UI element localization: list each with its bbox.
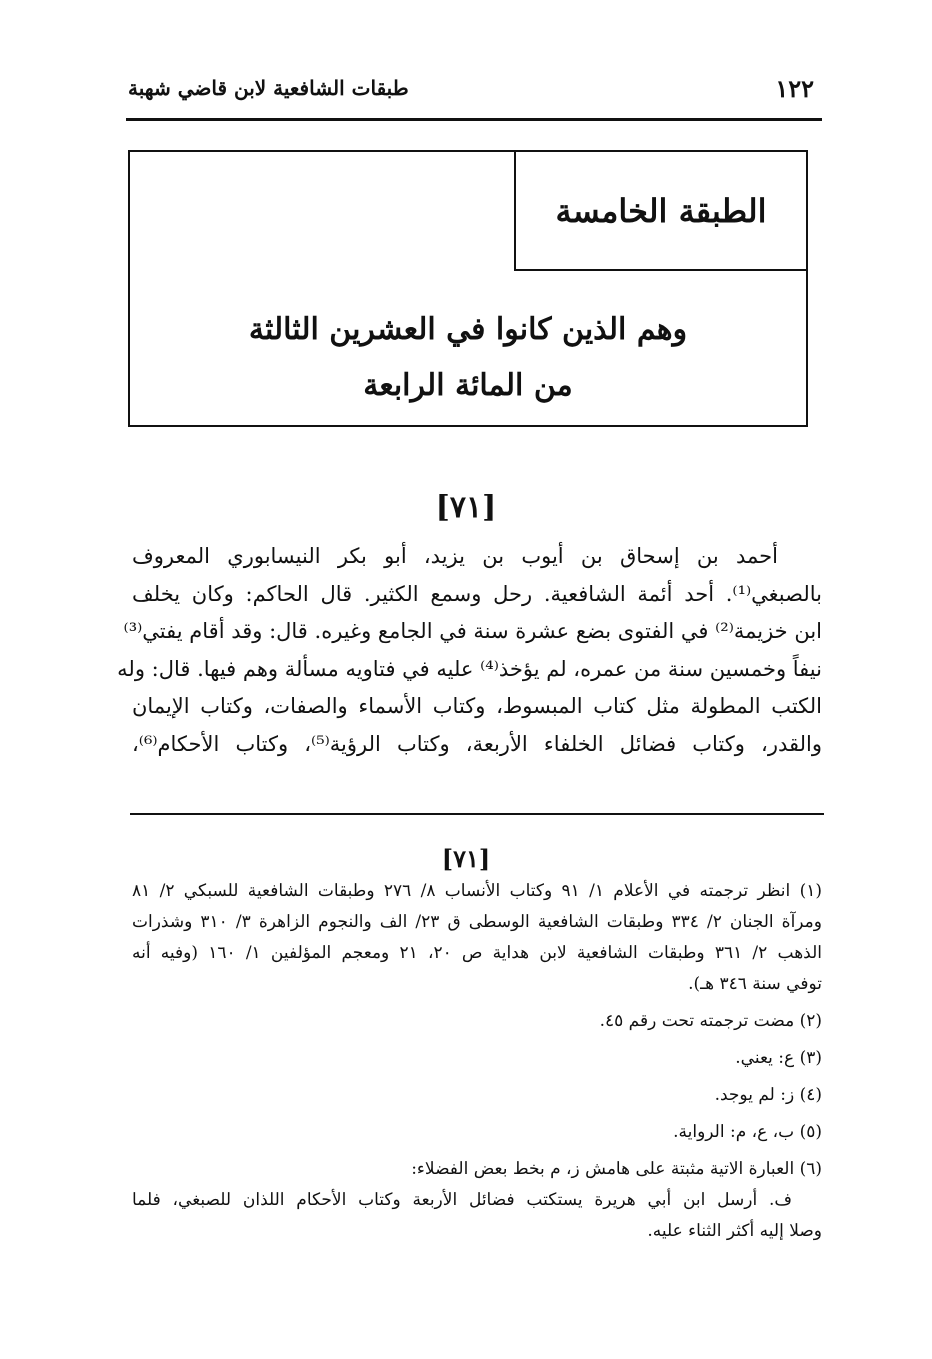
footnote-line: (٥) ب، ع، م: الرواية. bbox=[673, 1122, 822, 1142]
footnote-line: ف. أرسل ابن أبي هريرة يستكتب فضائل الأربعة وكتاب الأحكام اللذان للصبغي، فلما bbox=[132, 1190, 792, 1210]
body-line: أحمد بن إسحاق بن أيوب بن يزيد، أبو بكر النيسابوري المعروف bbox=[132, 544, 778, 568]
body-line: نيفاً وخمسين سنة من عمره، لم يؤخذ⁽⁴⁾ عليه في فتاويه مسألة وهم فيها. قال: وله bbox=[117, 656, 822, 681]
footnote-line: (١) انظر ترجمته في الأعلام ١/ ٩١ وكتاب الأنساب ٨/ ٢٧٦ وطبقات الشافعية للسبكي ٢/ ٨١ bbox=[132, 881, 822, 901]
body-line: والقدر، وكتاب فضائل الخلفاء الأربعة، وكتاب الرؤية⁽⁵⁾، وكتاب الأحكام⁽⁶⁾، bbox=[132, 731, 822, 756]
body-line: ابن خزيمة⁽²⁾ في الفتوى بضع عشرة سنة في الجامع وغيره. قال: وقد أقام يفتي⁽³⁾ bbox=[123, 619, 822, 643]
footnote-entry-number: [٧١] bbox=[441, 844, 491, 873]
footnote-rule bbox=[130, 813, 824, 815]
header-rule bbox=[126, 118, 822, 121]
generation-description bbox=[130, 302, 806, 414]
footnote-line: وصلا إليه أكثر الثناء عليه. bbox=[647, 1221, 822, 1241]
generation-description-line: من المائة الرابعة bbox=[363, 368, 573, 403]
rank-title: الطبقة الخامسة bbox=[555, 191, 767, 230]
footnote-line: (٢) مضت ترجمته تحت رقم ٤٥. bbox=[599, 1011, 822, 1031]
entry-number: [٧١] bbox=[435, 490, 497, 525]
footnote-line: الذهب ٢/ ٣٦١ وطبقات الشافعية لابن هداية ص ٢٠، ٢١ ومعجم المؤلفين ١/ ١٦٠ (وفيه أنه bbox=[132, 943, 822, 963]
footnote-line: (٤) ز: لم يوجد. bbox=[714, 1085, 822, 1105]
generation-description-line: وهم الذين كانوا في العشرين الثالثة bbox=[248, 312, 688, 347]
entry-body bbox=[117, 538, 822, 763]
footnote-line: (٣) ع: يعني. bbox=[735, 1048, 822, 1068]
running-head bbox=[128, 70, 820, 118]
page-number: ١٢٢ bbox=[775, 74, 814, 103]
body-line: الكتب المطولة مثل كتاب المبسوط، وكتاب الأسماء والصفات، وكتاب الإيمان bbox=[132, 694, 822, 718]
section-heading-frame bbox=[128, 150, 808, 427]
footnote-line: توفي سنة ٣٤٦ هـ). bbox=[688, 974, 822, 994]
footnote-line: ومرآة الجنان ٢/ ٣٣٤ وطبقات الشافعية الوسطى ق ٢٣/ الف والنجوم الزاهرة ٣/ ٣١٠ وشذرات bbox=[132, 912, 822, 932]
rank-title-box bbox=[514, 150, 808, 271]
footnote-line: (٦) العبارة الاتية مثبتة على هامش ز، م بخط بعض الفضلاء: bbox=[411, 1159, 822, 1179]
body-line: بالصبغي⁽¹⁾. أحد أئمة الشافعية. رحل وسمع الكثير. قال الحاكم: وكان يخلف bbox=[132, 581, 822, 606]
footnotes bbox=[132, 876, 822, 1247]
book-title: طبقات الشافعية لابن قاضي شهبة bbox=[128, 76, 409, 100]
